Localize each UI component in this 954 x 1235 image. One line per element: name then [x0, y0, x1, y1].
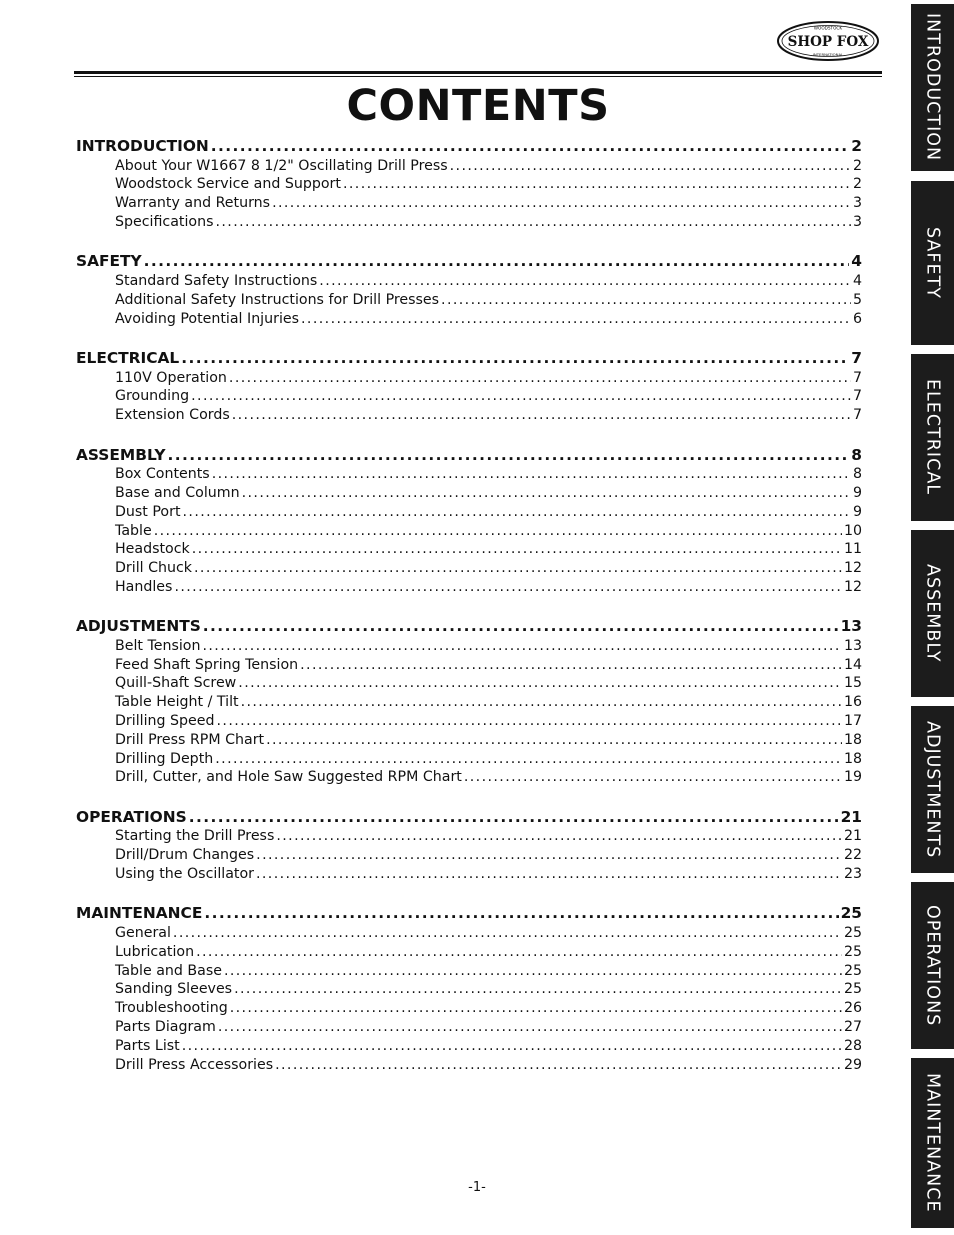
toc-section-heading[interactable] — [76, 904, 862, 924]
toc-entry-page: 19 — [843, 769, 862, 786]
logo-bottom-text: INTERNATIONAL — [812, 52, 844, 57]
dot-leader — [215, 213, 850, 232]
dot-leader — [182, 1037, 842, 1056]
toc-entry[interactable] — [76, 674, 862, 693]
dot-leader — [173, 924, 842, 943]
toc-entry-page: 27 — [843, 1019, 862, 1036]
toc-section-heading-title: OPERATIONS — [76, 807, 187, 826]
toc-section — [76, 808, 862, 884]
toc-entry-title: Feed Shaft Spring Tension — [115, 656, 299, 673]
dot-leader — [232, 406, 851, 425]
toc-entry-title: Troubleshooting — [115, 1000, 228, 1017]
toc-entry-page: 7 — [852, 388, 862, 405]
toc-entry[interactable] — [76, 1018, 862, 1037]
logo-top-text: WOODSTOCK — [813, 25, 843, 31]
tab-label: SAFETY — [922, 227, 943, 299]
dot-leader — [272, 194, 851, 213]
toc-entry[interactable] — [76, 712, 862, 731]
dot-leader — [191, 387, 851, 406]
dot-leader — [154, 522, 842, 541]
toc-entry[interactable] — [76, 369, 862, 388]
toc-section-heading-page: 8 — [851, 445, 862, 464]
dot-leader — [183, 503, 851, 522]
dot-leader — [301, 310, 851, 329]
toc-entry-title: Using the Oscillator — [115, 866, 254, 883]
dot-leader — [256, 846, 842, 865]
toc-section-heading[interactable] — [76, 137, 862, 157]
toc-entry-page: 10 — [843, 522, 862, 539]
toc-entry-title: Extension Cords — [115, 407, 230, 424]
tab-label: ELECTRICAL — [922, 379, 943, 496]
toc-section-heading[interactable] — [76, 446, 862, 466]
dot-leader — [300, 656, 842, 675]
toc-entry-title: Handles — [115, 578, 173, 595]
toc-entry-page: 28 — [843, 1037, 862, 1054]
toc-entry[interactable] — [76, 750, 862, 769]
toc-entry-page: 2 — [852, 157, 862, 174]
toc-entry-page: 13 — [843, 637, 862, 654]
toc-section — [76, 904, 862, 1074]
dot-leader — [203, 617, 839, 637]
toc-entry-title: Grounding — [115, 388, 190, 405]
toc-entry-title: Woodstock Service and Support — [115, 176, 341, 193]
dot-leader — [212, 465, 851, 484]
toc-entry[interactable] — [76, 578, 862, 597]
toc-entry-title: Drill Press Accessories — [115, 1056, 274, 1073]
dot-leader — [218, 1018, 842, 1037]
dot-leader — [276, 827, 842, 846]
toc-entry-page: 29 — [843, 1056, 862, 1073]
toc-section-heading-title: INTRODUCTION — [76, 137, 209, 155]
toc-entry-title: Drill, Cutter, and Hole Saw Suggested RPM Chart — [115, 769, 462, 786]
dot-leader — [196, 943, 842, 962]
toc-section-heading-page: 4 — [851, 252, 862, 271]
tab-label: MAINTENANCE — [922, 1073, 943, 1213]
tab-label: INTRODUCTION — [922, 13, 943, 162]
toc-section-heading[interactable] — [76, 349, 862, 369]
toc-entry-page: 9 — [852, 503, 862, 520]
toc-entry-title: About Your W1667 8 1/2" Oscillating Drill Press — [115, 157, 448, 174]
toc-entry-page: 12 — [843, 578, 862, 595]
dot-leader — [224, 962, 842, 981]
header-rule — [74, 71, 882, 74]
dot-leader — [229, 369, 851, 388]
toc-entry[interactable] — [76, 1056, 862, 1075]
toc-entry[interactable] — [76, 559, 862, 578]
toc-section-heading-title: ADJUSTMENTS — [76, 617, 201, 636]
toc-section — [76, 137, 862, 232]
toc-entry[interactable] — [76, 194, 862, 213]
section-tabs — [911, 0, 954, 1235]
toc-entry-page: 5 — [852, 291, 862, 308]
tab-introduction[interactable] — [911, 4, 954, 171]
shop-fox-logo — [776, 20, 880, 62]
toc-entry-page: 22 — [843, 847, 862, 864]
dot-leader — [319, 272, 851, 291]
toc-entry[interactable] — [76, 943, 862, 962]
dot-leader — [242, 484, 851, 503]
toc-entry[interactable] — [76, 157, 862, 176]
toc-section-heading-page: 7 — [851, 348, 862, 367]
toc-entry-page: 7 — [852, 369, 862, 386]
toc-section-heading-title: SAFETY — [76, 252, 142, 271]
toc-entry-page: 4 — [852, 272, 862, 289]
toc-entry-page: 11 — [843, 541, 862, 558]
toc-entry[interactable] — [76, 768, 862, 787]
toc-entry[interactable] — [76, 310, 862, 329]
dot-leader — [168, 446, 850, 466]
toc-entry-title: General — [115, 925, 171, 942]
toc-section-heading-page: 25 — [840, 904, 862, 923]
toc-entry-page: 9 — [852, 484, 862, 501]
toc-entry-page: 26 — [843, 1000, 862, 1017]
toc-entry-title: Belt Tension — [115, 637, 201, 654]
toc-entry[interactable] — [76, 924, 862, 943]
toc-entry[interactable] — [76, 962, 862, 981]
dot-leader — [343, 175, 851, 194]
toc-entry-title: Dust Port — [115, 503, 181, 520]
toc-section-heading-page: 13 — [840, 617, 862, 636]
toc-entry-title: Drilling Speed — [115, 713, 215, 730]
toc-entry[interactable] — [76, 846, 862, 865]
dot-leader — [181, 349, 849, 369]
toc-entry-page: 3 — [852, 213, 862, 230]
toc-entry-page: 16 — [843, 694, 862, 711]
toc-entry[interactable] — [76, 465, 862, 484]
tab-maintenance[interactable] — [911, 1058, 954, 1228]
dot-leader — [230, 999, 842, 1018]
tab-label: ASSEMBLY — [922, 564, 943, 663]
toc-section-heading[interactable] — [76, 808, 862, 828]
toc-entry[interactable] — [76, 291, 862, 310]
toc-entry[interactable] — [76, 484, 862, 503]
toc-entry-page: 18 — [843, 750, 862, 767]
toc-entry-page: 7 — [852, 407, 862, 424]
toc-entry[interactable] — [76, 865, 862, 884]
toc-entry-title: Quill-Shaft Screw — [115, 675, 237, 692]
dot-leader — [238, 674, 842, 693]
toc-entry[interactable] — [76, 406, 862, 425]
tab-label: OPERATIONS — [922, 904, 943, 1027]
toc-entry-page: 25 — [843, 962, 862, 979]
toc-entry[interactable] — [76, 731, 862, 750]
toc-section — [76, 349, 862, 425]
dot-leader — [202, 637, 841, 656]
toc-entry-page: 2 — [852, 176, 862, 193]
tab-electrical[interactable] — [911, 354, 954, 521]
toc-entry[interactable] — [76, 522, 862, 541]
toc-entry[interactable] — [76, 175, 862, 194]
toc-entry-page: 17 — [843, 713, 862, 730]
toc-entry-title: Table Height / Tilt — [115, 694, 239, 711]
toc-section-heading[interactable] — [76, 252, 862, 272]
toc-entry[interactable] — [76, 272, 862, 291]
toc-entry-page: 21 — [843, 828, 862, 845]
toc-entry[interactable] — [76, 656, 862, 675]
table-of-contents — [76, 137, 862, 1095]
toc-section-heading-title: ELECTRICAL — [76, 348, 180, 367]
page-title: CONTENTS — [346, 81, 610, 131]
toc-entry[interactable] — [76, 693, 862, 712]
toc-section-heading-page: 2 — [851, 137, 862, 155]
dot-leader — [450, 157, 851, 176]
toc-section — [76, 446, 862, 597]
toc-entry-title: Starting the Drill Press — [115, 828, 275, 845]
toc-section — [76, 252, 862, 328]
toc-section-heading-title: ASSEMBLY — [76, 445, 166, 464]
toc-entry-page: 14 — [843, 656, 862, 673]
dot-leader — [215, 750, 842, 769]
dot-leader — [204, 904, 838, 924]
toc-entry-title: Parts Diagram — [115, 1019, 216, 1036]
toc-entry-title: Headstock — [115, 541, 190, 558]
toc-entry-title: Drill/Drum Changes — [115, 847, 255, 864]
tab-safety[interactable] — [911, 181, 954, 345]
toc-entry-title: Drill Chuck — [115, 560, 192, 577]
dot-leader — [192, 540, 842, 559]
toc-entry-title: Box Contents — [115, 466, 210, 483]
toc-entry-title: Table and Base — [115, 962, 222, 979]
dot-leader — [144, 252, 850, 272]
toc-entry-page: 25 — [843, 943, 862, 960]
toc-entry-title: Drilling Depth — [115, 750, 214, 767]
dot-leader — [211, 137, 849, 157]
dot-leader — [189, 808, 839, 828]
toc-entry[interactable] — [76, 999, 862, 1018]
toc-entry[interactable] — [76, 1037, 862, 1056]
dot-leader — [441, 291, 851, 310]
toc-entry-title: Warranty and Returns — [115, 195, 271, 212]
toc-entry-page: 25 — [843, 981, 862, 998]
toc-entry[interactable] — [76, 503, 862, 522]
toc-section — [76, 617, 862, 787]
tab-assembly[interactable] — [911, 530, 954, 697]
dot-leader — [275, 1056, 842, 1075]
dot-leader — [194, 559, 842, 578]
toc-entry-title: 110V Operation — [115, 369, 227, 386]
page-number: -1- — [468, 1180, 486, 1195]
toc-entry[interactable] — [76, 980, 862, 999]
toc-section-heading[interactable] — [76, 617, 862, 637]
dot-leader — [174, 578, 842, 597]
toc-entry-page: 8 — [852, 466, 862, 483]
toc-entry-page: 23 — [843, 866, 862, 883]
toc-entry-title: Avoiding Potential Injuries — [115, 310, 300, 327]
tab-label: ADJUSTMENTS — [922, 720, 943, 859]
toc-entry-title: Drill Press RPM Chart — [115, 731, 265, 748]
toc-entry-title: Sanding Sleeves — [115, 981, 233, 998]
toc-entry-title: Standard Safety Instructions — [115, 272, 318, 289]
toc-entry-title: Table — [115, 522, 152, 539]
tab-operations[interactable] — [911, 882, 954, 1049]
toc-entry-title: Base and Column — [115, 484, 240, 501]
toc-entry[interactable] — [76, 540, 862, 559]
dot-leader — [234, 980, 842, 999]
toc-entry-page: 18 — [843, 731, 862, 748]
header-rule-thin — [74, 76, 882, 77]
dot-leader — [256, 865, 842, 884]
logo-text: SHOP FOX — [787, 34, 869, 50]
toc-section-heading-title: MAINTENANCE — [76, 904, 203, 923]
dot-leader — [217, 712, 842, 731]
toc-entry-page: 3 — [852, 195, 862, 212]
toc-entry-title: Parts List — [115, 1037, 180, 1054]
toc-entry[interactable] — [76, 827, 862, 846]
dot-leader — [266, 731, 842, 750]
toc-entry[interactable] — [76, 213, 862, 232]
toc-entry[interactable] — [76, 387, 862, 406]
toc-entry-page: 25 — [843, 925, 862, 942]
toc-entry-title: Additional Safety Instructions for Drill Presses — [115, 291, 440, 308]
tab-adjustments[interactable] — [911, 706, 954, 873]
toc-entry-title: Lubrication — [115, 943, 195, 960]
toc-entry-page: 15 — [843, 675, 862, 692]
dot-leader — [464, 768, 842, 787]
toc-entry-page: 6 — [852, 310, 862, 327]
toc-entry-title: Specifications — [115, 213, 214, 230]
dot-leader — [241, 693, 842, 712]
toc-section-heading-page: 21 — [840, 807, 862, 826]
toc-entry[interactable] — [76, 637, 862, 656]
toc-entry-page: 12 — [843, 560, 862, 577]
